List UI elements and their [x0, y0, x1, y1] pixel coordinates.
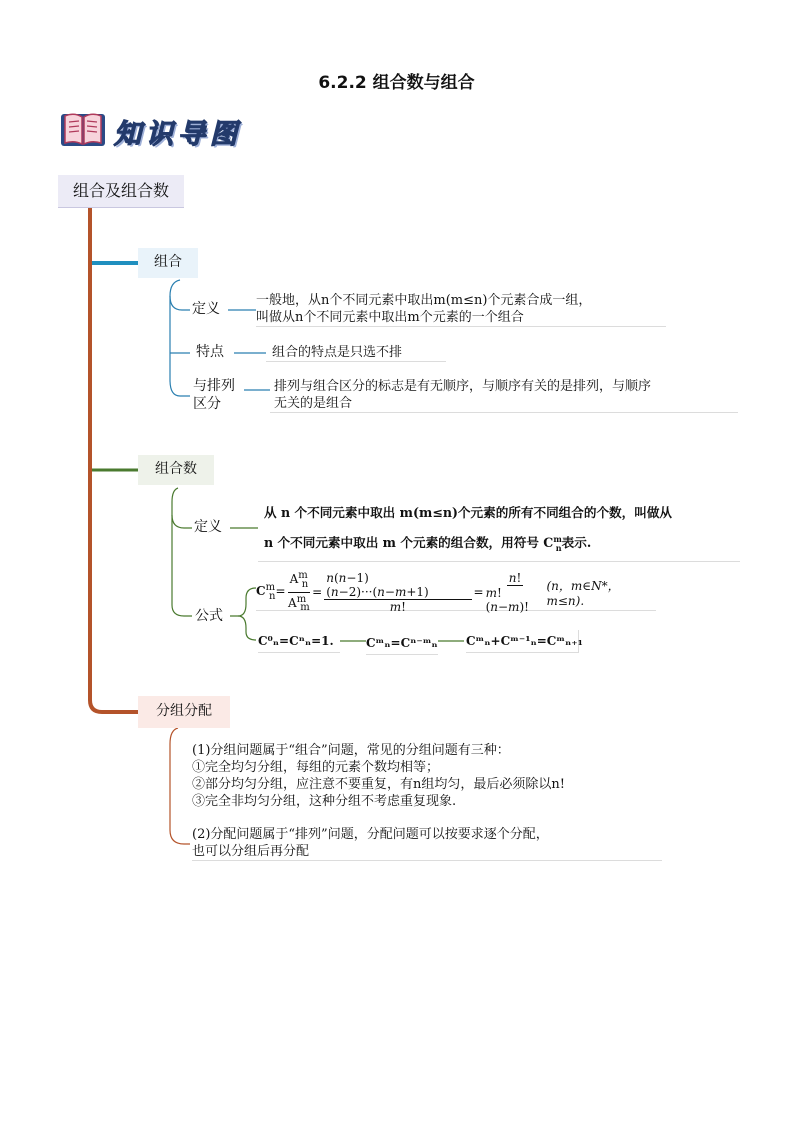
main-formula: $C^m_n=$ $\frac{A^m_n}{A^m_m}$ = $\frac{n(n-1)(n-2)\cdot\cdot\cdot(n-m+1)}{m!}$ = $\frac{n!}{m!(n-m)!}$ (n，m∈N*，m≤n).	[256, 574, 656, 611]
property-symmetry: Cᵐₙ=Cⁿ⁻ᵐₙ	[366, 632, 438, 655]
root-node: 组合及组合数	[58, 175, 184, 208]
combination-definition-label: 定义	[192, 301, 220, 317]
page-title: 6.2.2 组合数与组合	[318, 73, 475, 93]
combination-definition-text: 一般地，从n个不同元素中取出m(m≤n)个元素合成一组， 叫做从n个不同元素中取出m个元素的一个组合	[256, 292, 666, 327]
combination-vs-permutation-label: 与排列 区分	[193, 378, 235, 412]
combination-vs-permutation-text: 排列与组合区分的标志是有无顺序，与顺序有关的是排列，与顺序 无关的是组合	[270, 378, 738, 413]
formula-label: 公式	[195, 608, 223, 624]
combination-feature-text: 组合的特点是只选不排	[266, 344, 446, 362]
combination-node: 组合	[138, 248, 198, 278]
banner-title: 知识导图	[114, 119, 242, 150]
grouping-node: 分组分配	[138, 696, 230, 728]
combination-number-node: 组合数	[138, 455, 214, 485]
grouping-block-2: (2)分配问题属于“排列”问题，分配问题可以按要求逐个分配， 也可以分组后再分配	[192, 826, 662, 861]
combination-feature-label: 特点	[196, 344, 224, 360]
grouping-block-1: (1)分组问题属于“组合”问题，常见的分组问题有三种： ①完全均匀分组，每组的元素个数均相等； ②部分均匀分组，应注意不要重复，有n组均匀，最后必须除以n! ③完全非均匀分组，这种分组不考虑重复现象.	[192, 743, 565, 809]
property-identity-one: C⁰ₙ=Cⁿₙ=1.	[258, 630, 340, 653]
combination-number-definition-label: 定义	[194, 519, 222, 535]
formula-condition: (n，m∈N*，m≤n).	[546, 578, 620, 608]
property-pascal: Cᵐₙ+Cᵐ⁻¹ₙ=Cᵐₙ₊₁	[466, 630, 579, 653]
combination-number-definition-text: 从 n 个不同元素中取出 m(m≤n)个元素的所有不同组合的个数，叫做从 n 个不同元素中取出 m 个元素的组合数，用符号 $C^m_n$表示.	[258, 500, 740, 562]
